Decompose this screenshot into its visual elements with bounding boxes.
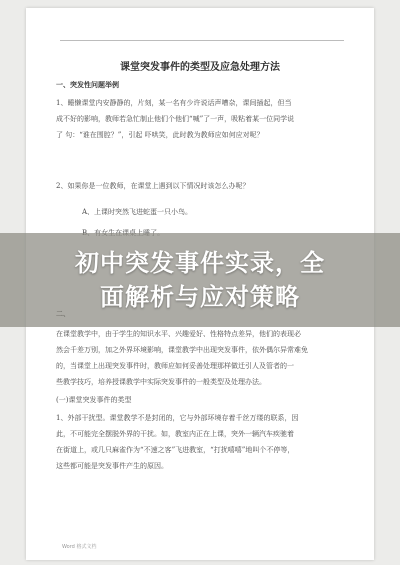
paragraph-line: 在课堂教学中，由于学生的知识水平、兴趣爱好、性格特点差异，他们的表现必	[56, 330, 301, 338]
banner-title-line-1: 初中突发事件实录，全	[75, 249, 325, 277]
paragraph-line: 这些都可能是突发事件产生的原因。	[56, 462, 168, 470]
paragraph-line: 1、外部干扰型。课堂教学不是封闭的，它与外部环境存着千丝万缕的联系，因	[56, 414, 299, 422]
paragraph-line: 然会千差万别，加之外界环境影响，课堂教学中出现突发事件，依外偶尔异常难免	[56, 346, 308, 354]
banner-title-line-2: 面解析与应对策略	[100, 283, 300, 311]
page-footer: Word 格式文档	[62, 544, 97, 550]
title-banner	[0, 233, 400, 327]
document-title: 课堂突发事件的类型及应急处理方法	[120, 62, 280, 73]
option-line: A、上课时突然飞进蛇蛋一只小鸟。	[82, 208, 193, 216]
paragraph-line: 些教学技巧，培养授课教学中实际突发事件的一般类型及处理办法。	[56, 378, 266, 386]
paragraph-line: 的，当课堂上出现突发事件时，教师应如何妥善处理那样做迁引人及管者的一	[56, 362, 294, 370]
subsection-heading: (一)课堂突发事件的类型	[56, 396, 132, 404]
paragraph-line: 此，不可能完全摆脱外界的干扰。如，教室内正在上课，突外一辆汽车疾驰着	[56, 430, 294, 438]
paragraph-line: 2、如果你是一位教师，在课堂上遇到以下情况时该怎么办呢？	[56, 182, 250, 190]
paragraph-line: 了 句：“谁在围腔？”，引起 吓哄笑，此时教为教师应如何应对呢？	[56, 131, 264, 139]
paragraph-line: 1、睡懒课堂内安静静的，片刻，某一名有少许说话声嘈杂，课间插起，但当	[56, 99, 292, 107]
paragraph-line: 在街道上，或几只麻雀作为“不速之客”飞进教室，“打扰嘻嘻”地叫个不停等，	[56, 446, 295, 454]
top-divider	[60, 40, 344, 41]
section-heading: 一、突发性问题举例	[56, 80, 119, 89]
paragraph-line: 成不好的影响，教师若急忙制止他们个他们“喊”了一声，吸粘着某一位同学说	[56, 115, 295, 123]
